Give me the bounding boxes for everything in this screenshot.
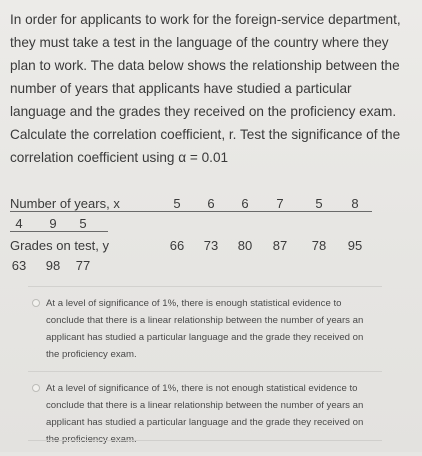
x-label: Number of years, x <box>10 196 120 211</box>
answer-options <box>28 286 382 456</box>
y-value: 80 <box>237 238 253 253</box>
y-value: 87 <box>272 238 288 253</box>
x-value: 7 <box>276 196 284 211</box>
x-value: 6 <box>207 196 215 211</box>
x-value: 5 <box>79 216 87 231</box>
answer-option-text: At a level of significance of 1%, there is not enough statistical evidence to conclude that there is a linear relationship between the number of years an applicant has studied a particular language and the grade they received on <box>46 383 364 428</box>
table-row-y <box>10 238 410 256</box>
answer-option-b[interactable] <box>28 371 382 456</box>
x-value: 9 <box>49 216 57 231</box>
table-rule <box>10 211 372 212</box>
y-label: Grades on test, y <box>10 238 109 253</box>
answer-option-a[interactable] <box>28 286 382 371</box>
y-value: 73 <box>203 238 219 253</box>
x-value: 8 <box>351 196 359 211</box>
divider <box>28 440 382 441</box>
x-value: 5 <box>173 196 181 211</box>
table-rule <box>10 231 108 232</box>
y-value: 78 <box>311 238 327 253</box>
x-value: 5 <box>315 196 323 211</box>
radio-button[interactable] <box>32 299 40 307</box>
y-value: 77 <box>75 258 91 273</box>
radio-button[interactable] <box>32 384 40 392</box>
y-value: 66 <box>169 238 185 253</box>
y-value: 95 <box>347 238 363 253</box>
table-row-y-cont <box>10 258 410 276</box>
x-value: 4 <box>15 216 23 231</box>
y-value: 63 <box>11 258 27 273</box>
x-value: 6 <box>241 196 249 211</box>
y-value: 98 <box>45 258 61 273</box>
answer-option-text: At a level of significance of 1%, there is enough statistical evidence to conclude that there is a linear relationship between the number of years an applicant has studied a particular language and the grade they received on the proficiency exam. <box>46 298 364 360</box>
question-text: In order for applicants to work for the foreign-service department, they must take a test in the language of the country where they plan to work. The data below shows the relationship between the number of years that applicants have studied a particular language and the grades they received on the proficiency exam. Calculate the correlation coefficient, r. Test the significance of the correlation coefficient using α = 0.01 <box>10 12 401 165</box>
